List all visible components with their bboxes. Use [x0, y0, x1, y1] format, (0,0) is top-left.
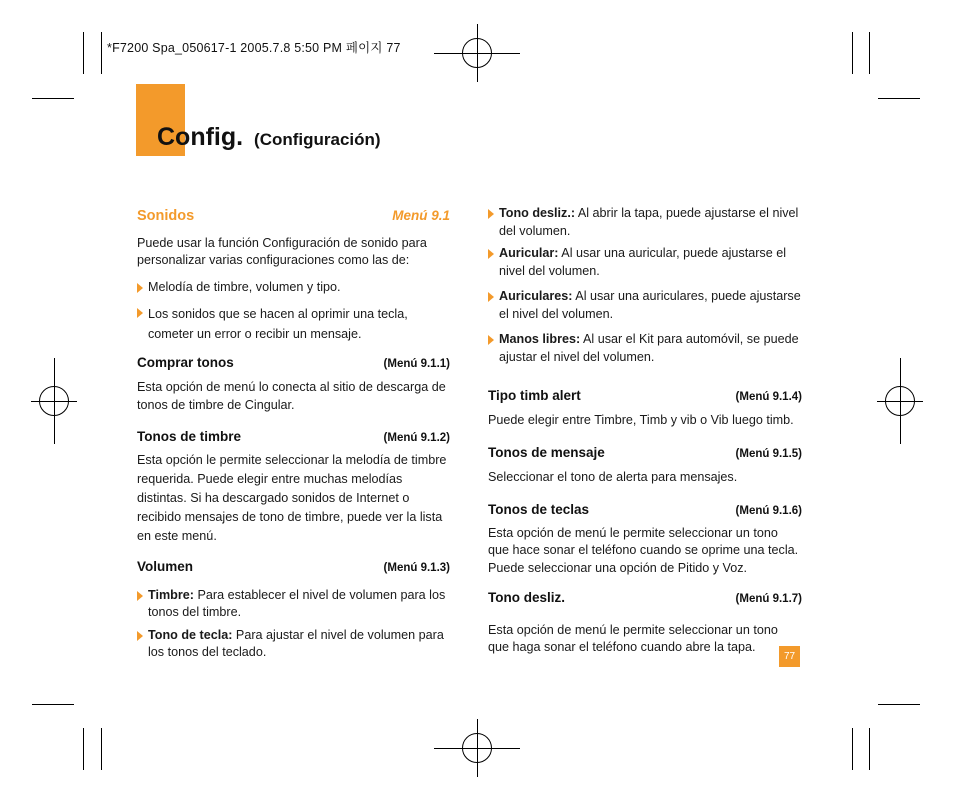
arrow-bullet-icon [137, 631, 143, 641]
bullet-item: Timbre: Para establecer el nivel de volumen para los tonos del timbre. [137, 587, 450, 622]
crop-mark [101, 728, 102, 770]
arrow-bullet-icon [488, 249, 494, 259]
crop-mark [878, 98, 920, 99]
page-number: 77 [779, 646, 800, 667]
subsection-head: Tonos de teclas (Menú 9.1.6) [488, 502, 802, 517]
title-sub: (Configuración) [254, 130, 381, 149]
bullet-item: Melodía de timbre, volumen y tipo. [137, 279, 450, 297]
crop-mark [101, 32, 102, 74]
paragraph: Puede elegir entre Timbre, Timb y vib o Vib luego timb. [488, 412, 794, 427]
bullet-item: Auriculares: Al usar una auriculares, puede ajustarse el nivel del volumen. [488, 288, 802, 323]
crop-mark [869, 728, 870, 770]
crop-mark [852, 32, 853, 74]
crop-mark [878, 704, 920, 705]
section-menu: Menú 9.1 [392, 208, 450, 223]
crop-mark [32, 98, 74, 99]
subsection-head: Tonos de mensaje (Menú 9.1.5) [488, 445, 802, 460]
crop-mark [852, 728, 853, 770]
paragraph: Puede usar la función Configuración de sonido para personalizar varias configuraciones como las de: [137, 235, 427, 267]
bullet-item: Manos libres: Al usar el Kit para automóvil, se puede ajustar el nivel del volumen. [488, 331, 802, 366]
title-main: Config. [157, 123, 244, 151]
paragraph: Esta opción le permite seleccionar la melodía de timbre requerida. Puede elegir entre muchas melodías distintas. Si ha descargado sonidos de Internet o recibido mensajes de tono de timbre, puede ver la lista en este menú. [137, 453, 447, 543]
paragraph: Seleccionar el tono de alerta para mensajes. [488, 469, 738, 484]
print-slug: *F7200 Spa_050617-1 2005.7.8 5:50 PM 페이지 77 [107, 41, 401, 55]
paragraph: Esta opción de menú le permite seleccionar un tono que hace sonar el teléfono cuando se oprime una tecla. Puede seleccionar una opción de Pitido y Voz. [488, 525, 799, 575]
paragraph: Esta opción de menú le permite seleccionar un tono que haga sonar el teléfono cuando abre la tapa. [488, 622, 778, 654]
subsection-head: Comprar tonos (Menú 9.1.1) [137, 355, 450, 370]
section-title: Sonidos [137, 208, 195, 224]
bullet-item: Auricular: Al usar una auricular, puede ajustarse el nivel del volumen. [488, 245, 802, 280]
arrow-bullet-icon [137, 591, 143, 601]
crop-mark [83, 728, 84, 770]
crop-mark [32, 704, 74, 705]
page-title [157, 123, 381, 152]
bullet-item: Tono desliz.: Al abrir la tapa, puede ajustarse el nivel del volumen. [488, 205, 802, 240]
subsection-head: Tipo timb alert (Menú 9.1.4) [488, 388, 802, 403]
arrow-bullet-icon [488, 209, 494, 219]
arrow-bullet-icon [137, 283, 143, 293]
crop-mark [83, 32, 84, 74]
section-sonidos-head [137, 207, 450, 226]
subsection-head: Volumen (Menú 9.1.3) [137, 559, 450, 574]
bullet-item: Tono de tecla: Para ajustar el nivel de volumen para los tonos del teclado. [137, 627, 450, 662]
crop-mark [869, 32, 870, 74]
arrow-bullet-icon [488, 335, 494, 345]
bullet-item: Los sonidos que se hacen al oprimir una tecla, cometer un error o recibir un mensaje. [137, 304, 450, 344]
arrow-bullet-icon [488, 292, 494, 302]
left-column [137, 207, 450, 662]
subsection-head: Tono desliz. (Menú 9.1.7) [488, 590, 802, 605]
paragraph: Esta opción de menú lo conecta al sitio de descarga de tonos de timbre de Cingular. [137, 379, 446, 412]
arrow-bullet-icon [137, 308, 143, 318]
subsection-head: Tonos de timbre (Menú 9.1.2) [137, 428, 450, 444]
right-column [488, 205, 802, 657]
